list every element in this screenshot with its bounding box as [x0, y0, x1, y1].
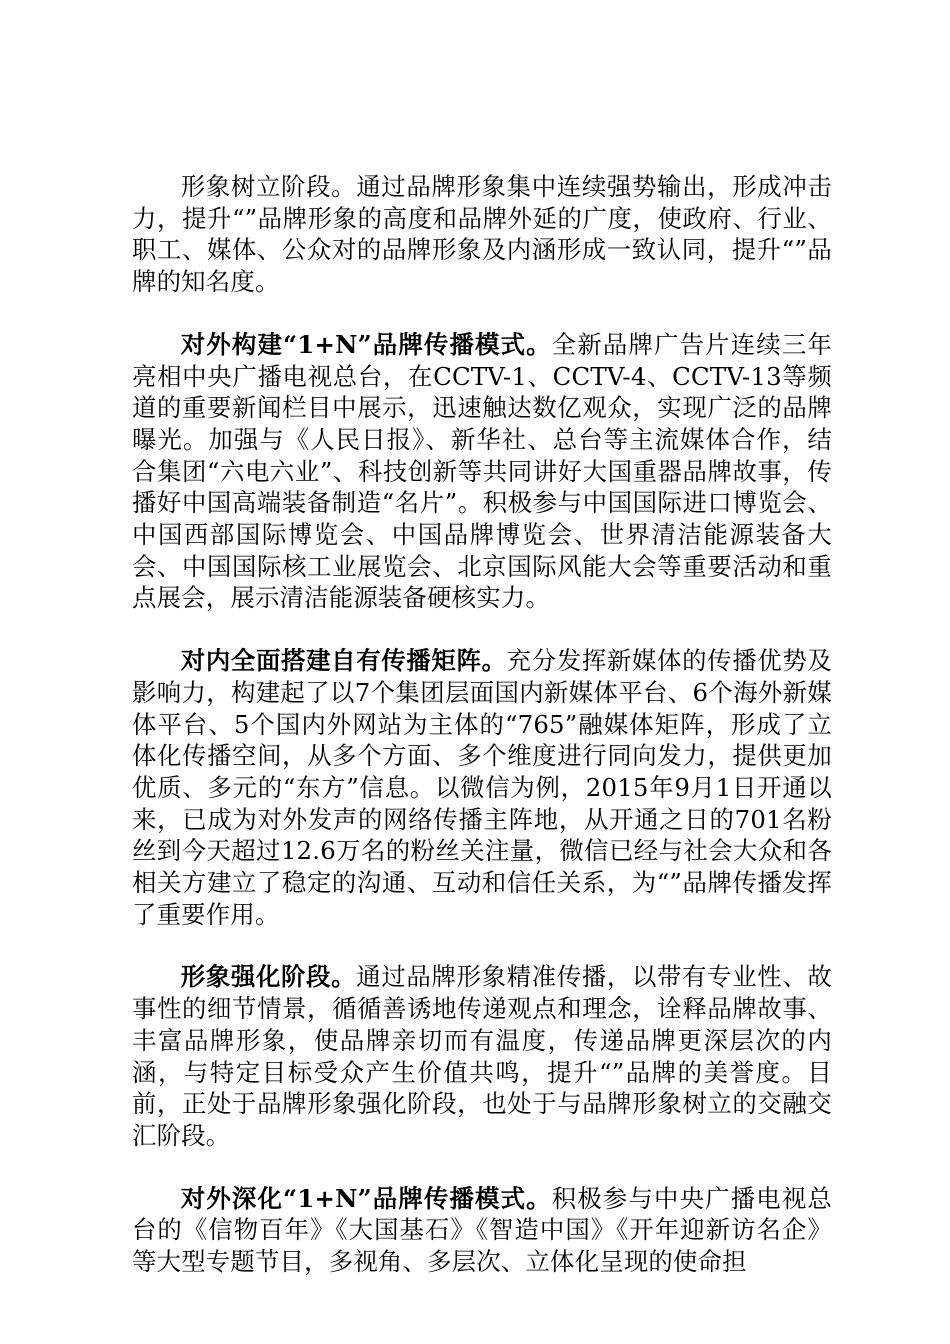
paragraph-external-communication — [132, 329, 832, 614]
paragraph-text: 通过品牌形象精准传播，以带有专业性、故事性的细节情景，循循善诱地传递观点和理念，诠释品牌故事、丰富品牌形象，使品牌亲切而有温度，传递品牌更深层次的内涵，与特定目标受众产生价值共鸣，提升“”品牌的美誉度。目前，正处于品牌形象强化阶段，也处于与品牌形象树立的交融交汇阶段。 — [132, 962, 832, 1150]
paragraph-lead: 对内全面搭建自有传播矩阵。 — [180, 646, 507, 676]
paragraph-lead: 对外构建“1+N”品牌传播模式。 — [180, 329, 552, 359]
paragraph-text: 积极参与中央广播电视总台的《信物百年》《大国基石》《智造中国》《开年迎新访名企》等大型专题节目，多视角、多层次、立体化呈现的使命担 — [132, 1183, 832, 1277]
paragraph-external-deepening — [132, 1183, 832, 1278]
paragraph-text: 全新品牌广告片连续三年亮相中央广播电视总台，在CCTV-1、CCTV-4、CCTV-13等频道的重要新闻栏目中展示，迅速触达数亿观众，实现广泛的品牌曝光。加强与《人民日报》、新华社、总台等主流媒体合作，结合集团“六电六业”、科技创新等共同讲好大国重器品牌故事，传播好中国高端装备制造“名片”。积极参与中国国际进口博览会、中国西部国际博览会、中国品牌博览会、世界清洁能源装备大会、中国国际核工业展览会、北京国际风能大会等重要活动和重点展会，展示清洁能源装备硬核实力。 — [132, 329, 832, 613]
paragraph-lead: 对外深化“1+N”品牌传播模式。 — [180, 1183, 552, 1213]
document-page — [132, 171, 832, 1309]
paragraph-internal-matrix — [132, 645, 832, 930]
paragraph-lead: 形象强化阶段。 — [180, 962, 357, 992]
paragraph-image-strengthening — [132, 961, 832, 1151]
paragraph-image-building — [132, 171, 832, 298]
paragraph-text: 充分发挥新媒体的传播优势及影响力，构建起了以7个集团层面国内新媒体平台、6个海外新媒体平台、5个国内外网站为主体的“765”融媒体矩阵，形成了立体化传播空间，从多个方面、多个维度进行同向发力，提供更加优质、多元的“东方”信息。以微信为例，2015年9月1日开通以来，已成为对外发声的网络传播主阵地，从开通之日的701名粉丝到今天超过12.6万名的粉丝关注量，微信已经与社会大众和各相关方建立了稳定的沟通、互动和信任关系，为“”品牌传播发挥了重要作用。 — [132, 646, 832, 929]
paragraph-text: 形象树立阶段。通过品牌形象集中连续强势输出，形成冲击力，提升“”品牌形象的高度和品牌外延的广度，使政府、行业、职工、媒体、公众对的品牌形象及内涵形成一致认同，提升“”品牌的知名度。 — [132, 172, 832, 297]
